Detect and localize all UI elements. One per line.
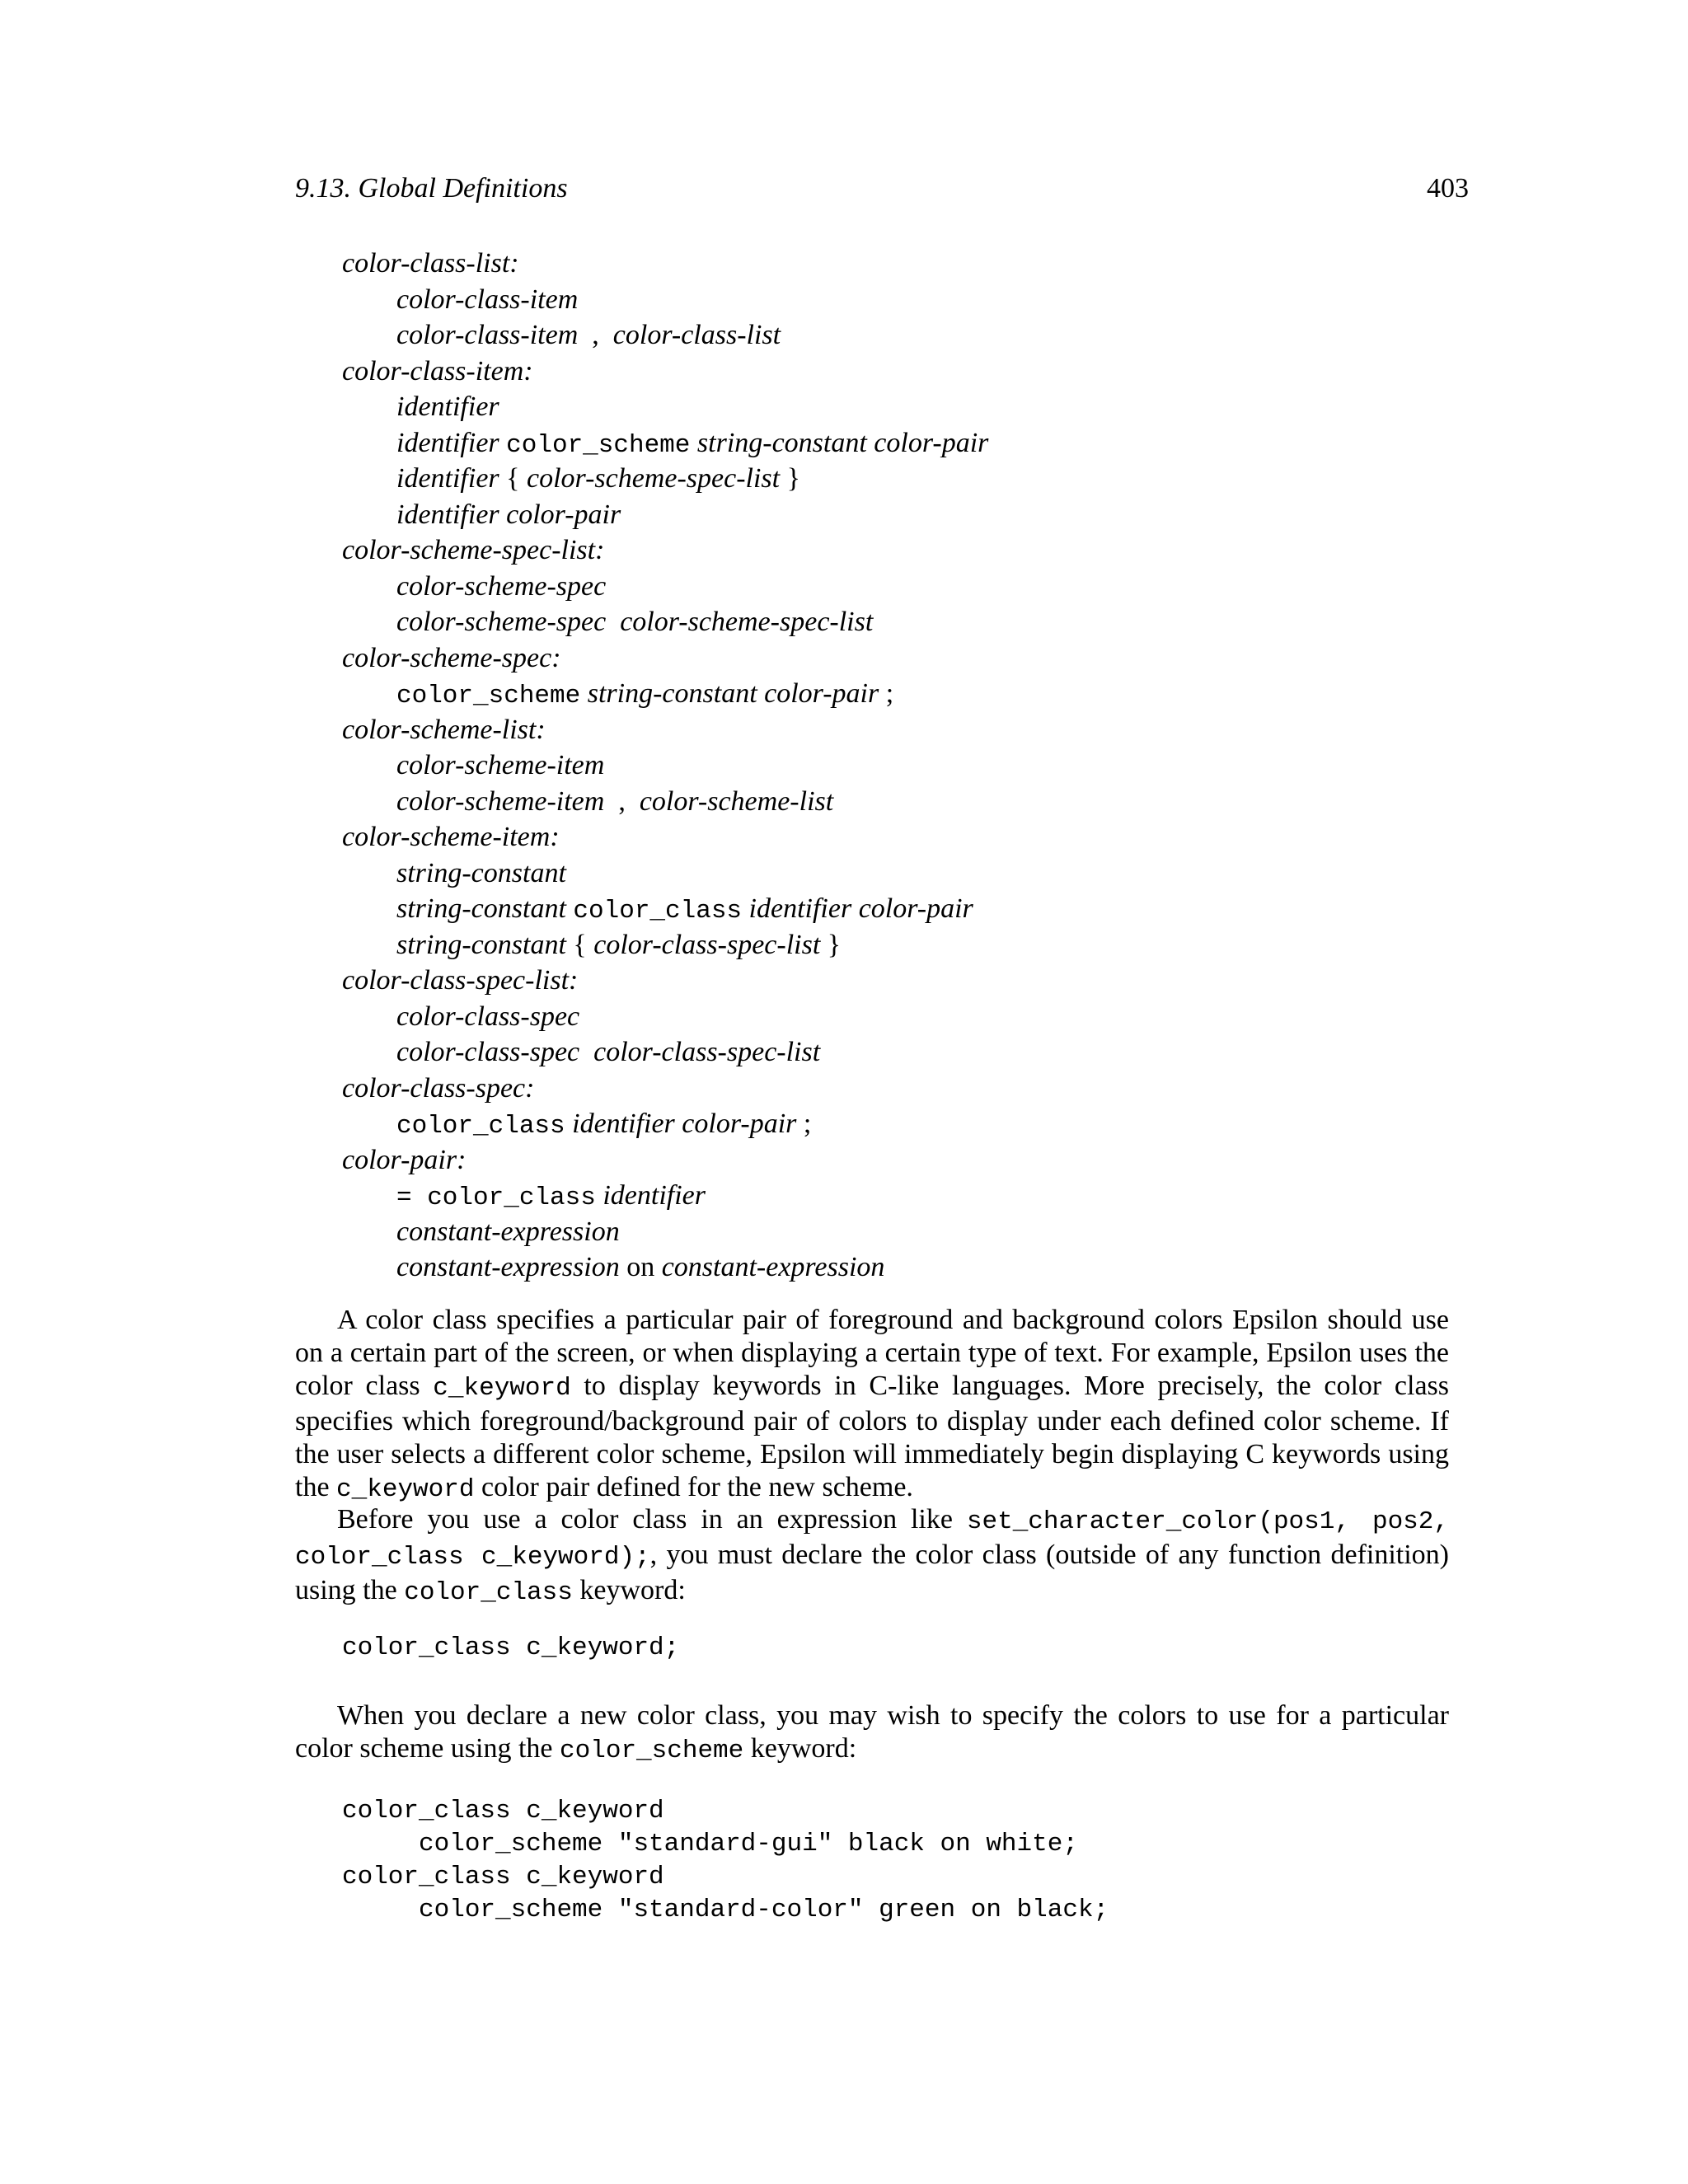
code-line: color_scheme "standard-color" green on black; (342, 1896, 1109, 1924)
text-run (580, 678, 588, 709)
text-run (742, 893, 749, 924)
grammar-alternative (396, 1178, 706, 1214)
code-keyword: = color_class (396, 1183, 596, 1212)
paragraph-color-class-intro (295, 1304, 1449, 1507)
nonterminal: color-class-spec (396, 1001, 580, 1032)
text-run: , you must declare the color class (outside of any function definition) using the (295, 1540, 1449, 1605)
code-keyword: color_class (573, 897, 743, 926)
code-keyword: c_keyword (336, 1475, 475, 1504)
nonterminal: color-class-spec-list: (342, 965, 579, 996)
text-run: A color class specifies a particular pair of foreground and background colors Epsilon should use on a certain part of the screen, or when displaying a certain type of text. For example, Epsilon uses the color class (295, 1305, 1449, 1401)
text-run: , (604, 785, 640, 817)
nonterminal: identifier color-pair (748, 893, 973, 924)
nonterminal: color-scheme-item (396, 750, 605, 780)
nonterminal: color-class-item (396, 284, 579, 315)
code-keyword: c_keyword (433, 1374, 571, 1403)
nonterminal: color-class-spec color-class-spec-list (396, 1037, 821, 1067)
grammar-alternative (396, 604, 873, 640)
grammar-alternative (396, 676, 893, 712)
grammar-alternative (396, 1249, 884, 1286)
grammar-alternative (396, 497, 621, 533)
code-keyword: color_scheme (396, 682, 581, 710)
text-run (499, 428, 507, 458)
nonterminal: color-class-list (612, 320, 781, 350)
grammar-alternative (396, 927, 841, 963)
paragraph-declare-color-class (295, 1503, 1449, 1610)
grammar-rule-name (342, 1071, 534, 1107)
grammar-rule-name (342, 1142, 466, 1179)
text-run (565, 1108, 573, 1139)
grammar-alternative (396, 1214, 620, 1250)
nonterminal: color-scheme-list (639, 785, 834, 817)
grammar-alternative (396, 999, 579, 1035)
nonterminal: identifier (396, 463, 499, 494)
grammar-rule-name (342, 532, 604, 569)
grammar-rule-name (342, 963, 578, 999)
code-line: color_scheme "standard-gui" black on white; (342, 1830, 1078, 1858)
text-run: to display keywords in C-like languages. More precisely, the color class specifies which foreground/background pair of colors to display under each defined color scheme. If the user selects a different color scheme, Epsilon will immediately begin displaying C keywords using the (295, 1371, 1449, 1502)
grammar-alternative (396, 569, 606, 605)
nonterminal: string-constant (396, 929, 566, 960)
nonterminal: color-pair: (342, 1144, 467, 1175)
grammar-alternative (396, 389, 499, 425)
code-line: color_class c_keyword; (342, 1633, 680, 1662)
code-keyword: color_scheme (506, 430, 691, 460)
nonterminal: color-scheme-item (396, 785, 605, 817)
nonterminal: color-class-spec-list (593, 929, 821, 960)
text-run: Before you use a color class in an expression like (295, 1504, 967, 1535)
nonterminal: constant-expression (661, 1252, 885, 1282)
nonterminal: string-constant color-pair (696, 427, 989, 458)
grammar-rule-name (342, 819, 560, 855)
grammar-rule-name (342, 354, 533, 390)
nonterminal: color-scheme-spec color-scheme-spec-list (396, 607, 874, 637)
nonterminal: string-constant color-pair (587, 678, 879, 709)
text-run: on (619, 1252, 662, 1282)
code-line: color_class c_keyword (342, 1863, 664, 1891)
grammar-alternative (396, 784, 833, 820)
code-keyword: set_character_color(pos1, pos2, color_class c_keyword); (295, 1507, 1449, 1572)
grammar-alternative (396, 425, 988, 462)
text-run: ; (879, 678, 894, 709)
section-title: 9.13. Global Definitions (295, 173, 568, 204)
nonterminal: color-scheme-list: (342, 714, 546, 745)
text-run: } (820, 929, 842, 960)
text-run: color pair defined for the new scheme. (474, 1472, 913, 1502)
nonterminal: color-scheme-spec-list (526, 463, 781, 494)
running-header (295, 170, 1469, 208)
text-run (690, 428, 697, 458)
nonterminal: color-scheme-spec (396, 570, 607, 602)
grammar-alternative (396, 855, 566, 892)
nonterminal: constant-expression (396, 1252, 620, 1282)
nonterminal: color-class-spec: (342, 1072, 535, 1104)
code-block-declaration (342, 1632, 679, 1665)
nonterminal: string-constant (396, 857, 566, 888)
paragraph-color-scheme (295, 1699, 1449, 1768)
text-run: , (578, 320, 613, 350)
grammar-rule-name (342, 640, 561, 677)
code-keyword: color_class (396, 1112, 565, 1141)
nonterminal: color-scheme-spec-list: (342, 535, 605, 565)
text-run: ; (796, 1108, 812, 1139)
grammar-alternative (396, 891, 973, 927)
nonterminal: constant-expression (396, 1216, 620, 1247)
code-keyword: color_scheme (560, 1736, 744, 1765)
nonterminal: color-class-item (396, 320, 579, 350)
text-run: { (499, 463, 527, 494)
nonterminal: string-constant (396, 893, 566, 924)
page-number: 403 (1427, 173, 1469, 204)
nonterminal: identifier color-pair (396, 499, 621, 530)
grammar-rule-name (342, 246, 519, 282)
nonterminal: identifier color-pair (572, 1108, 797, 1139)
nonterminal: color-scheme-item: (342, 822, 560, 852)
nonterminal: identifier (603, 1180, 706, 1211)
text-run: keyword: (743, 1733, 857, 1764)
text-run: } (780, 463, 800, 494)
grammar-alternative (396, 1034, 820, 1071)
grammar-alternative (396, 317, 781, 354)
text-run: { (565, 929, 594, 960)
grammar-alternative (396, 748, 604, 784)
grammar-alternative (396, 1106, 811, 1142)
nonterminal: identifier (396, 427, 499, 458)
nonterminal: identifier (396, 391, 499, 422)
nonterminal: color-scheme-spec: (342, 642, 561, 673)
grammar-alternative (396, 282, 578, 318)
grammar-alternative (396, 461, 800, 497)
grammar-rule-name (342, 712, 546, 748)
text-run: keyword: (572, 1575, 686, 1605)
nonterminal: color-class-list: (342, 248, 519, 279)
code-line: color_class c_keyword (342, 1797, 664, 1825)
code-block-color-scheme (342, 1795, 1109, 1927)
text-run: When you declare a new color class, you may wish to specify the colors to use for a particular color scheme using the (295, 1700, 1449, 1764)
nonterminal: color-class-item: (342, 355, 533, 387)
code-keyword: color_class (404, 1578, 573, 1607)
